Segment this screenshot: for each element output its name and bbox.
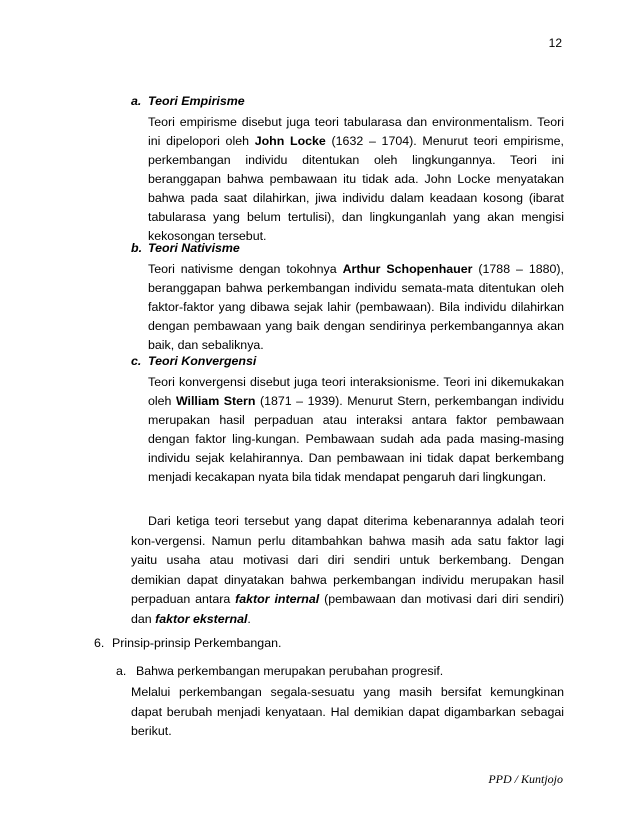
paragraph-text: Teori nativisme dengan tokohnya (148, 262, 343, 276)
paragraph-text: (1871 – 1939). Menurut Stern, perkembangan individu merupakan hasil perpaduan atau interaksi antara faktor pembawaan dengan faktor ling-kungan. Pembawaan sudah ada pada masing-masing individu sejak kelahirannya. Dan pembawaan ini tidak dapat berkembang menjadi kecakapan nyata bila tidak mendapat pengaruh dari lingkungan. (148, 394, 564, 484)
section-teori-empirisme (131, 94, 564, 246)
paragraph-text: (1788 – 1880), beranggapan bahwa perkembangan individu semata-mata ditentukan oleh faktor-faktor yang dibawa sejak lahir (pembawaan). Bila individu dilahirkan dengan pembawaan yang baik dengan sendirinya perkembangannya akan baik, dan sebaliknya. (148, 262, 564, 352)
heading-prinsip-perkembangan (94, 636, 281, 650)
section-title-text: Teori Nativisme (148, 241, 240, 255)
paragraph-text: . (247, 611, 251, 626)
section-title (131, 354, 256, 368)
heading-text: Prinsip-prinsip Perkembangan. (112, 636, 282, 650)
paragraph-text: Teori empirisme disebut juga teori tabularasa dan environmentalism. Teori ini dipelopori oleh (148, 115, 564, 148)
section-paragraph (148, 113, 564, 246)
paragraph-text: (pembawaan dan motivasi dari diri sendiri) dan (131, 592, 565, 626)
section-title-text: Teori Empirisme (148, 94, 245, 108)
paragraph-text: Dari ketiga teori tersebut yang dapat diterima kebenarannya adalah teori kon-vergensi. Namun perlu ditambahkan bahwa masih ada satu faktor lagi yaitu usaha atau motivasi dari diri sendiri untuk berkembang. Dengan demikian dapat dinyatakan bahwa perkembangan individu merupakan hasil perpaduan antara (131, 514, 564, 606)
subsection-title (116, 664, 443, 678)
subsection-label: a. (116, 664, 127, 678)
person-name: William Stern (175, 394, 256, 408)
section-teori-konvergensi (131, 354, 564, 487)
section-label: b. (131, 241, 143, 255)
section-title (131, 241, 240, 255)
subsection-paragraph: Melalui perkembangan segala-sesuatu yang masih bersifat kemungkinan dapat berubah menjadi kenyataan. Hal demikian dapat digambarkan sebagai berikut. (131, 685, 564, 738)
footer-author: PPD / Kuntjojo (488, 772, 563, 786)
section-teori-nativisme (131, 241, 564, 355)
heading-number: 6. (94, 636, 105, 650)
section-title (131, 94, 245, 108)
subsection-title-text: Bahwa perkembangan merupakan perubahan progresif. (136, 664, 444, 678)
person-name: John Locke (254, 134, 326, 148)
paragraph-text: Teori konvergensi disebut juga teori interaksionisme. Teori ini dikemukakan oleh (148, 375, 564, 408)
section-label: a. (131, 94, 142, 108)
summary-paragraph (131, 512, 564, 629)
section-label: c. (131, 354, 142, 368)
paragraph-text: (1632 – 1704). Menurut teori empirisme, perkembangan individu ditentukan oleh lingkungannya. Teori ini beranggapan bahwa pembawaan itu tidak ada. John Locke menyatakan bahwa pada saat dilahirkan, jiwa individu dalam keadaan kosong (ibarat tabularasa yang belum tertulisi), dan lingkunganlah yang akan mengisi kekosongan tersebut. (148, 134, 564, 243)
key-term: faktor internal (235, 592, 320, 606)
section-paragraph (148, 373, 564, 487)
section-title-text: Teori Konvergensi (148, 354, 257, 368)
subsection-perubahan-progresif (116, 664, 564, 742)
key-term: faktor eksternal (155, 611, 248, 626)
page-number: 12 (548, 36, 562, 50)
person-name: Arthur Schopenhauer (342, 262, 473, 276)
section-paragraph (148, 260, 564, 355)
